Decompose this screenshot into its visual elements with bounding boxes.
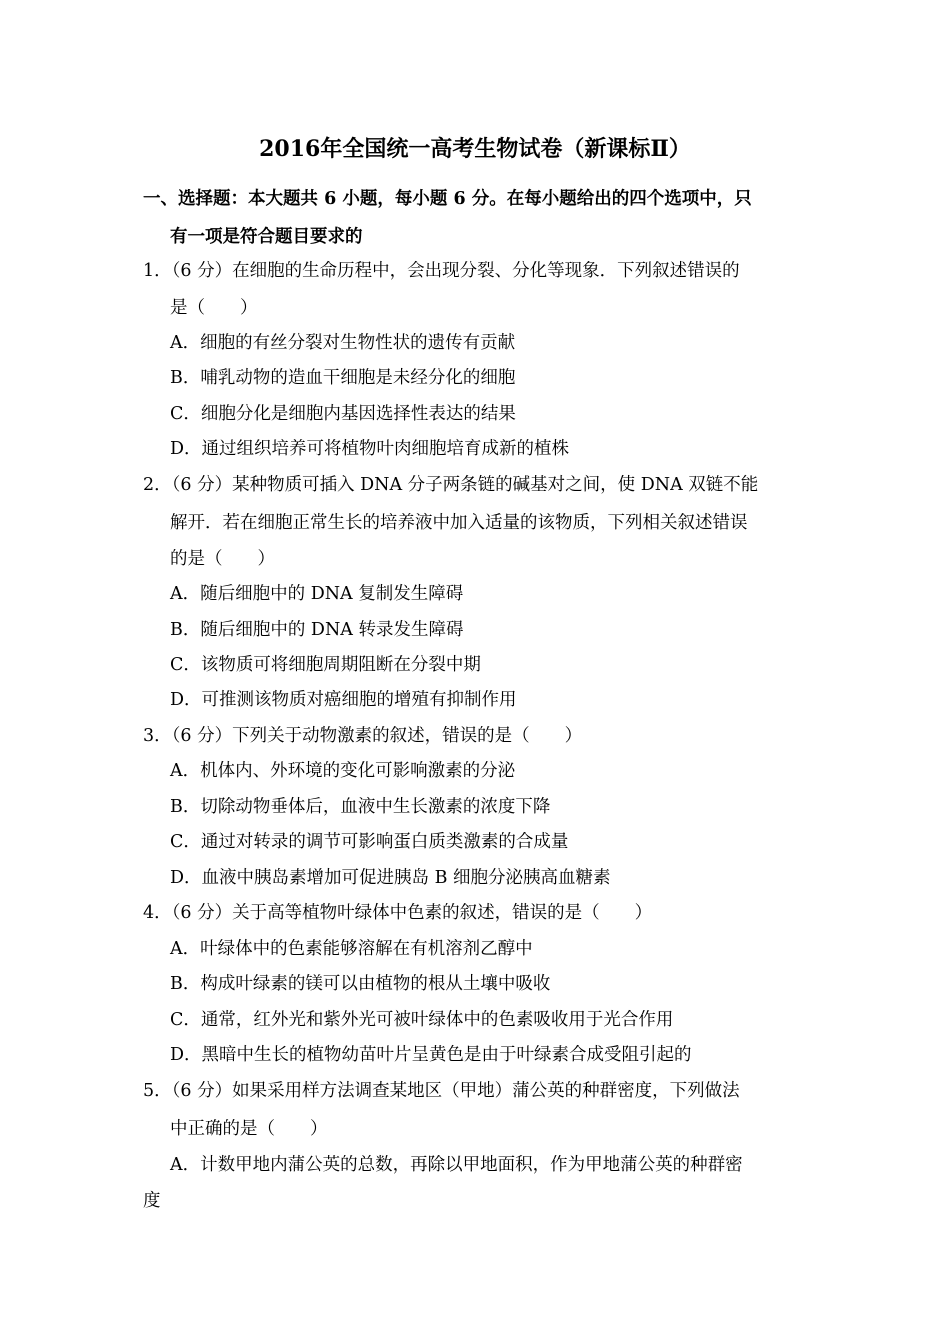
question-3-stem-line-1: 3．（6 分）下列关于动物激素的叙述，错误的是（ ）: [143, 726, 583, 746]
question-2-option-a: A．随后细胞中的 DNA 复制发生障碍: [170, 584, 464, 604]
question-4-option-d: D．黑暗中生长的植物幼苗叶片呈黄色是由于叶绿素合成受阻引起的: [170, 1045, 692, 1065]
question-2-stem-line-3: 的是（ ）: [170, 549, 275, 569]
question-4-option-b: B．构成叶绿素的镁可以由植物的根从土壤中吸收: [170, 974, 551, 994]
question-5-stem-line-2: 中正确的是（ ）: [170, 1119, 328, 1139]
question-4-stem-line-1: 4．（6 分）关于高等植物叶绿体中色素的叙述，错误的是（ ）: [143, 903, 653, 923]
question-2-option-c: C．该物质可将细胞周期阻断在分裂中期: [170, 655, 481, 675]
question-3-option-a: A．机体内、外环境的变化可影响激素的分泌: [170, 761, 516, 781]
question-4-option-c: C．通常，红外光和紫外光可被叶绿体中的色素吸收用于光合作用: [170, 1010, 674, 1030]
question-5-option-a-line-2: 度: [143, 1191, 161, 1211]
question-3-option-d: D．血液中胰岛素增加可促进胰岛 B 细胞分泌胰高血糖素: [170, 868, 611, 888]
question-3-option-b: B．切除动物垂体后，血液中生长激素的浓度下降: [170, 797, 551, 817]
question-1-option-b: B．哺乳动物的造血干细胞是未经分化的细胞: [170, 368, 516, 388]
question-2-option-b: B．随后细胞中的 DNA 转录发生障碍: [170, 620, 464, 640]
question-5-option-a-line-1: A．计数甲地内蒲公英的总数，再除以甲地面积，作为甲地蒲公英的种群密: [170, 1155, 743, 1175]
question-4-option-a: A．叶绿体中的色素能够溶解在有机溶剂乙醇中: [170, 939, 533, 959]
question-1-stem-line-1: 1．（6 分）在细胞的生命历程中，会出现分裂、分化等现象．下列叙述错误的: [143, 261, 740, 281]
question-1-option-c: C．细胞分化是细胞内基因选择性表达的结果: [170, 404, 516, 424]
question-2-stem-line-1: 2．（6 分）某种物质可插入 DNA 分子两条链的碱基对之间，使 DNA 双链不能: [143, 475, 759, 495]
question-2-option-d: D．可推测该物质对癌细胞的增殖有抑制作用: [170, 690, 517, 710]
question-3-option-c: C．通过对转录的调节可影响蛋白质类激素的合成量: [170, 832, 569, 852]
question-1-option-d: D．通过组织培养可将植物叶肉细胞培育成新的植株: [170, 439, 570, 459]
page-title: 2016年全国统一高考生物试卷（新课标Ⅱ）: [259, 136, 691, 162]
question-1-stem-line-2: 是（ ）: [170, 298, 258, 318]
question-1-option-a: A．细胞的有丝分裂对生物性状的遗传有贡献: [170, 333, 516, 353]
section-heading-line-2: 有一项是符合题目要求的: [170, 227, 363, 247]
section-heading-line-1: 一、选择题：本大题共 6 小题，每小题 6 分。在每小题给出的四个选项中，只: [143, 189, 752, 209]
question-2-stem-line-2: 解开．若在细胞正常生长的培养液中加入适量的该物质，下列相关叙述错误: [170, 513, 748, 533]
question-5-stem-line-1: 5．（6 分）如果采用样方法调查某地区（甲地）蒲公英的种群密度，下列做法: [143, 1081, 740, 1101]
